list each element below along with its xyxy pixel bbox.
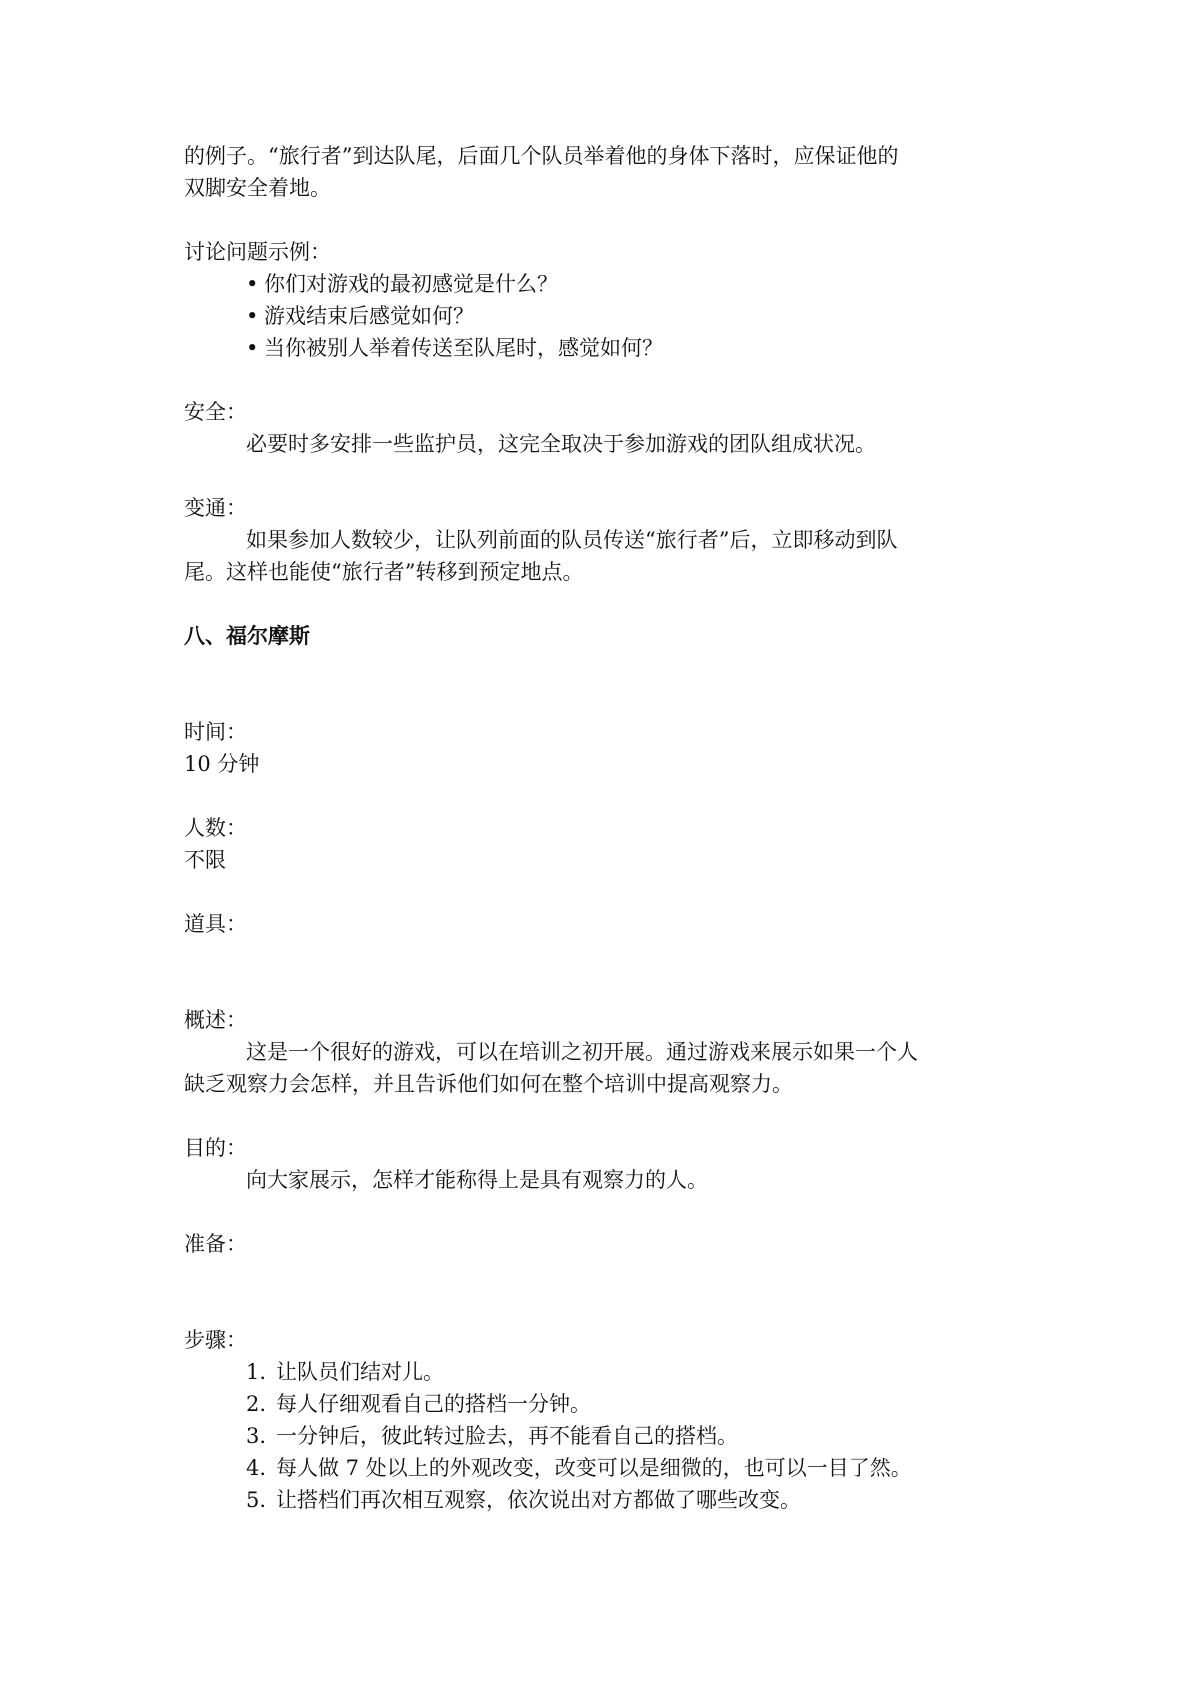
people-section <box>184 812 1034 876</box>
bullet-icon: • <box>246 272 259 296</box>
variation-line-2: 尾。这样也能使“旅行者”转移到预定地点。 <box>184 560 584 584</box>
overview-line-1: 这是一个很好的游戏，可以在培训之初开展。通过游戏来展示如果一个人 <box>246 1040 918 1064</box>
safety-section <box>184 396 1034 460</box>
safety-label: 安全： <box>184 400 247 424</box>
step-number: 5. <box>246 1488 267 1512</box>
step-text: 每人做 7 处以上的外观改变，改变可以是细微的，也可以一目了然。 <box>276 1456 912 1480</box>
step-item <box>184 1388 1034 1420</box>
variation-section <box>184 492 1034 588</box>
discussion-item-text: 你们对游戏的最初感觉是什么？ <box>264 272 558 296</box>
section-title: 八、福尔摩斯 <box>184 624 310 648</box>
step-text: 让搭档们再次相互观察，依次说出对方都做了哪些改变。 <box>276 1488 801 1512</box>
variation-line-1: 如果参加人数较少，让队列前面的队员传送“旅行者”后，立即移动到队 <box>246 528 898 552</box>
props-label: 道具： <box>184 912 247 936</box>
discussion-item-text: 游戏结束后感觉如何？ <box>264 304 474 328</box>
step-item <box>184 1420 1034 1452</box>
safety-text: 必要时多安排一些监护员，这完全取决于参加游戏的团队组成状况。 <box>246 432 876 456</box>
discussion-section <box>184 236 1034 364</box>
discussion-list <box>184 268 1034 364</box>
discussion-item <box>184 268 1034 300</box>
step-text: 让队员们结对儿。 <box>276 1360 444 1384</box>
overview-section <box>184 1004 1034 1100</box>
steps-section <box>184 1324 1034 1516</box>
step-number: 1. <box>246 1360 267 1384</box>
discussion-item <box>184 300 1034 332</box>
steps-label: 步骤： <box>184 1328 247 1352</box>
discussion-item-text: 当你被别人举着传送至队尾时，感觉如何？ <box>264 336 663 360</box>
intro-line-1: 的例子。“旅行者”到达队尾，后面几个队员举着他的身体下落时，应保证他的 <box>184 144 899 168</box>
purpose-label: 目的： <box>184 1136 247 1160</box>
spacer <box>184 1260 1034 1324</box>
time-value: 10 分钟 <box>184 752 260 776</box>
intro-paragraph <box>184 140 1034 204</box>
spacer <box>184 652 1034 716</box>
intro-line-2: 双脚安全着地。 <box>184 176 331 200</box>
step-text: 一分钟后，彼此转过脸去，再不能看自己的搭档。 <box>276 1424 738 1448</box>
purpose-section <box>184 1132 1034 1196</box>
discussion-item <box>184 332 1034 364</box>
overview-line-2: 缺乏观察力会怎样，并且告诉他们如何在整个培训中提高观察力。 <box>184 1072 793 1096</box>
people-label: 人数： <box>184 816 247 840</box>
overview-label: 概述： <box>184 1008 247 1032</box>
variation-label: 变通： <box>184 496 247 520</box>
step-number: 3. <box>246 1424 267 1448</box>
document-page <box>184 140 1034 1516</box>
time-section <box>184 716 1034 780</box>
bullet-icon: • <box>246 304 259 328</box>
bullet-icon: • <box>246 336 259 360</box>
step-item <box>184 1356 1034 1388</box>
step-number: 4. <box>246 1456 267 1480</box>
purpose-text: 向大家展示，怎样才能称得上是具有观察力的人。 <box>246 1168 708 1192</box>
step-item <box>184 1452 1034 1484</box>
steps-list <box>184 1356 1034 1516</box>
step-text: 每人仔细观看自己的搭档一分钟。 <box>276 1392 591 1416</box>
spacer <box>184 940 1034 1004</box>
step-number: 2. <box>246 1392 267 1416</box>
people-value: 不限 <box>184 848 226 872</box>
preparation-label: 准备： <box>184 1232 247 1256</box>
step-item <box>184 1484 1034 1516</box>
time-label: 时间： <box>184 720 247 744</box>
discussion-label: 讨论问题示例： <box>184 240 331 264</box>
